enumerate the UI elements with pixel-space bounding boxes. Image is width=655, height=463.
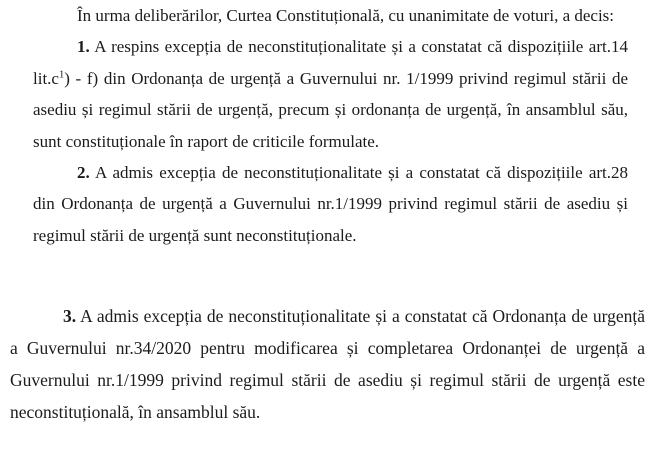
intro-text: În urma deliberărilor, Curtea Constituțională, cu unanimitate de voturi, a decis: [77,6,615,25]
decision-bottom-fragment [10,301,645,428]
fragment-gap [0,251,655,301]
item-2-number: 2. [77,163,90,183]
decision-item-2 [33,157,628,251]
intro-paragraph [33,0,628,31]
decision-item-1 [33,31,628,157]
item-3-number: 3. [63,306,77,327]
item-1-text-after-superscript: ) - f) din Ordonanța de urgență a Guvernului nr. 1/1999 privind regimul stării de asediu și regimul stării de urgență, precum și ordonanța de urgență, în ansamblul său, sunt constituționale în raport de criticile formulate. [33,68,628,151]
item-3-text: A admis excepția de neconstituționalitate și a constatat că Ordonanța de urgență a Guvernului nr.34/2020 pentru modificarea și completarea Ordonanței de urgență a Guvernului nr.1/1999 privind regimul stării de asediu și regimul stării de urgență este neconstituțională, în ansamblul său. [10,306,645,422]
decision-top-fragment [33,0,628,251]
item-1-superscript: 1 [58,69,65,81]
item-1-number: 1. [77,37,90,57]
item-1-text-before-superscript: A respins excepția de neconstituționalitate și a constatat că dispozițiile art.14 lit.c [33,37,628,88]
item-2-text: A admis excepția de neconstituționalitate și a constatat că dispozițiile art.28 din Ordonanța de urgență a Guvernului nr.1/1999 privind regimul stării de asediu și regimul stării de urgență sunt neconstituționale. [33,163,628,245]
decision-item-3 [10,301,645,428]
